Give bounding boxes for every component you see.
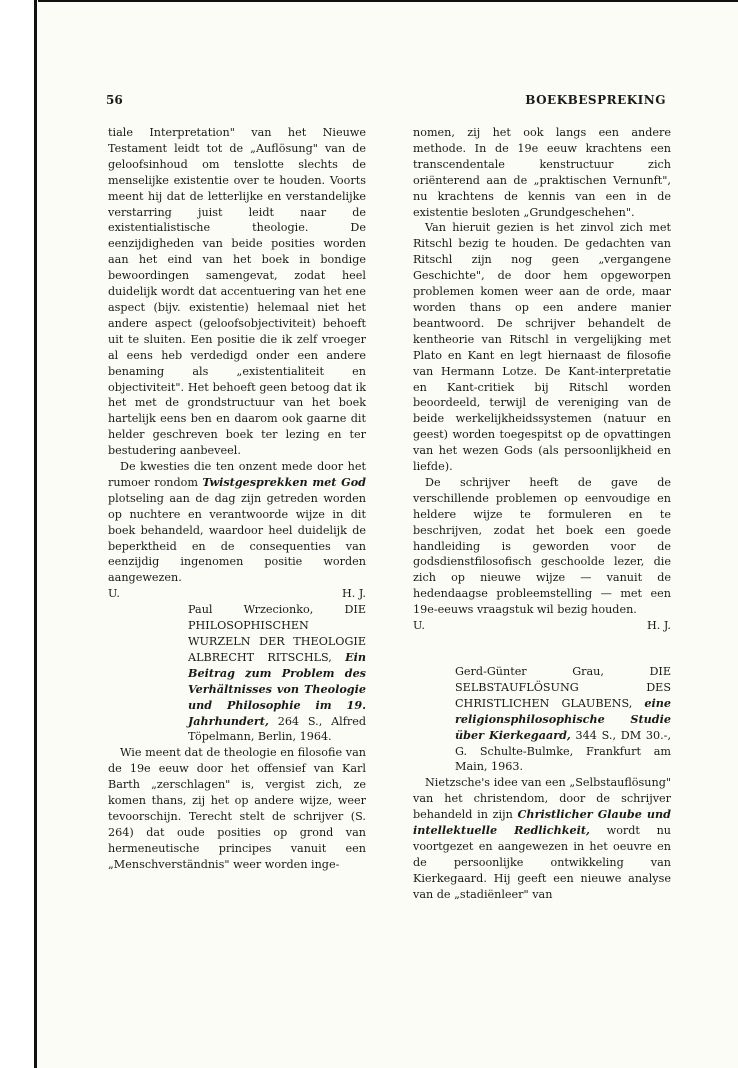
book-title-reference: Christlicher Glaube und intellektuelle Redlichkeit,	[413, 807, 672, 838]
review2-paragraph-1-continued: nomen, zij het ook langs een andere methode. In de 19e eeuw krachtens een transcendentale kenstructuur zich oriënterend aan de „praktischen Vernunft", nu krachtens de kennis van een in de existentie besloten „Grundgeschehen".	[413, 126, 671, 219]
left-column	[108, 125, 366, 873]
page-header	[106, 93, 666, 113]
review1-signature	[108, 586, 366, 602]
review2-paragraph-3: De schrijver heeft de gave de verschillende problemen op eenvoudige en heldere wijze te formuleren en te beschrijven, zodat het boek een goede handleiding is geworden voor de godsdienstfilosofisch geschoolde lezer, die zich op nieuwe wijze — vanuit de hedendaagse probleemstelling — met een 19e-eeuws vraagstuk wil bezig houden.	[413, 475, 671, 617]
book-title-reference: Twistgesprekken met God	[202, 474, 366, 489]
signature-place: U.	[413, 619, 425, 633]
review2-paragraph-1: Wie meent dat de theologie en filosofie van de 19e eeuw door het offensief van Karl Barth „zerschlagen" is, vergist zich, ze komen thans, zij het op andere wijze, weer tevoorschijn. Terecht stelt de schrijver (S. 264) dat oude posities op grond van hermeneutische principes vanuit een „Menschverständnis" weer worden inge-	[108, 746, 366, 871]
review3-paragraph-1: Nietzsche's idee van een „Selbstauflösung" van het christendom, door de schrijver behandeld in zijn Christlicher Glaube und intellektuelle Redlichkeit, wordt nu voortgezet en aangewezen in het oeuvre en de persoonlijke ontwikkeling van Kierkegaard. Hij geeft een nieuwe analyse van de „stadiënleer" van	[413, 776, 672, 901]
bibliographic-entry-wrzecionko: Paul Wrzecionko, DIE PHILOSOPHISCHEN WURZELN DER THEOLOGIE ALBRECHT RITSCHLS, Ein Beitrag zum Problem des Verhältnisses von Theologie und Philosophie im 19. Jahrhundert, 264 S., Alfred Töpelmann, Berlin, 1964.	[188, 603, 366, 744]
signature-initials: H. J.	[646, 619, 671, 633]
right-column	[413, 125, 671, 903]
review2-paragraph-2: Van hieruit gezien is het zinvol zich met Ritschl bezig te houden. De gedachten van Ritschl zijn nog geen „vergangene Geschichte", de door hem opgeworpen problemen komen weer aan de orde, maar worden thans op een andere manier beantwoord. De schrijver behandelt de kentheorie van Ritschl in vergelijking met Plato en Kant en legt hiernaast de filosofie van Hermann Lotze. De Kant-interpretatie en Kant-critiek bij Ritschl worden beoordeeld, terwijl de vereniging van de beide werkelijkheidssystemen (natuur en geest) worden toegespitst op de opvattingen van het wezen Gods (als persoonlijkheid en liefde).	[413, 221, 671, 474]
review1-paragraph-1: tiale Interpretation" van het Nieuwe Testament leidt tot de „Auflösung" van de geloofsinhoud om tenslotte slechts de menselijke existentie over te houden. Voorts meent hij dat de letterlijke en verstandelijke verstarring juist leidt naar de existentialistische theologie. De eenzijdigheden van beide posities worden aan het eind van het boek in bondige bewoordingen samengevat, zodat heel duidelijk wordt dat accentuering van het ene aspect (bijv. existentie) helemaal niet het andere aspect (geloofsobjectiviteit) behoeft uit te sluiten. Een positie die ik zelf vroeger al eens heb verdedigd onder een andere benaming als „existentialiteit en objectiviteit". Het behoeft geen betoog dat ik het met de grondstructuur van het boek hartelijk eens ben en daarom ook gaarne dit helder geschreven boek ter lezing en ter bestudering aanbeveel.	[108, 126, 366, 458]
review2-signature	[413, 618, 671, 634]
review1-paragraph-2: De kwesties die ten onzent mede door het rumoer rondom Twistgesprekken met God plotseling aan de dag zijn getreden worden op nuchtere en verantwoorde wijze in dit boek behandeld, waardoor heel duidelijk de beperktheid en de consequenties van eenzijdig ingenomen positie worden aangewezen.	[108, 460, 366, 585]
bibliographic-entry-grau: Gerd-Günter Grau, DIE SELBSTAUFLÖSUNG DES CHRISTLICHEN GLAUBENS, eine religionsphilosophische Studie über Kierkegaard, 344 S., DM 30.-, G. Schulte-Bulmke, Frankfurt am Main, 1963.	[455, 665, 671, 774]
signature-initials: H. J.	[341, 587, 366, 601]
running-title: BOEKBESPREKING	[525, 93, 666, 107]
signature-place: U.	[108, 587, 120, 601]
page-number: 56	[106, 93, 123, 107]
